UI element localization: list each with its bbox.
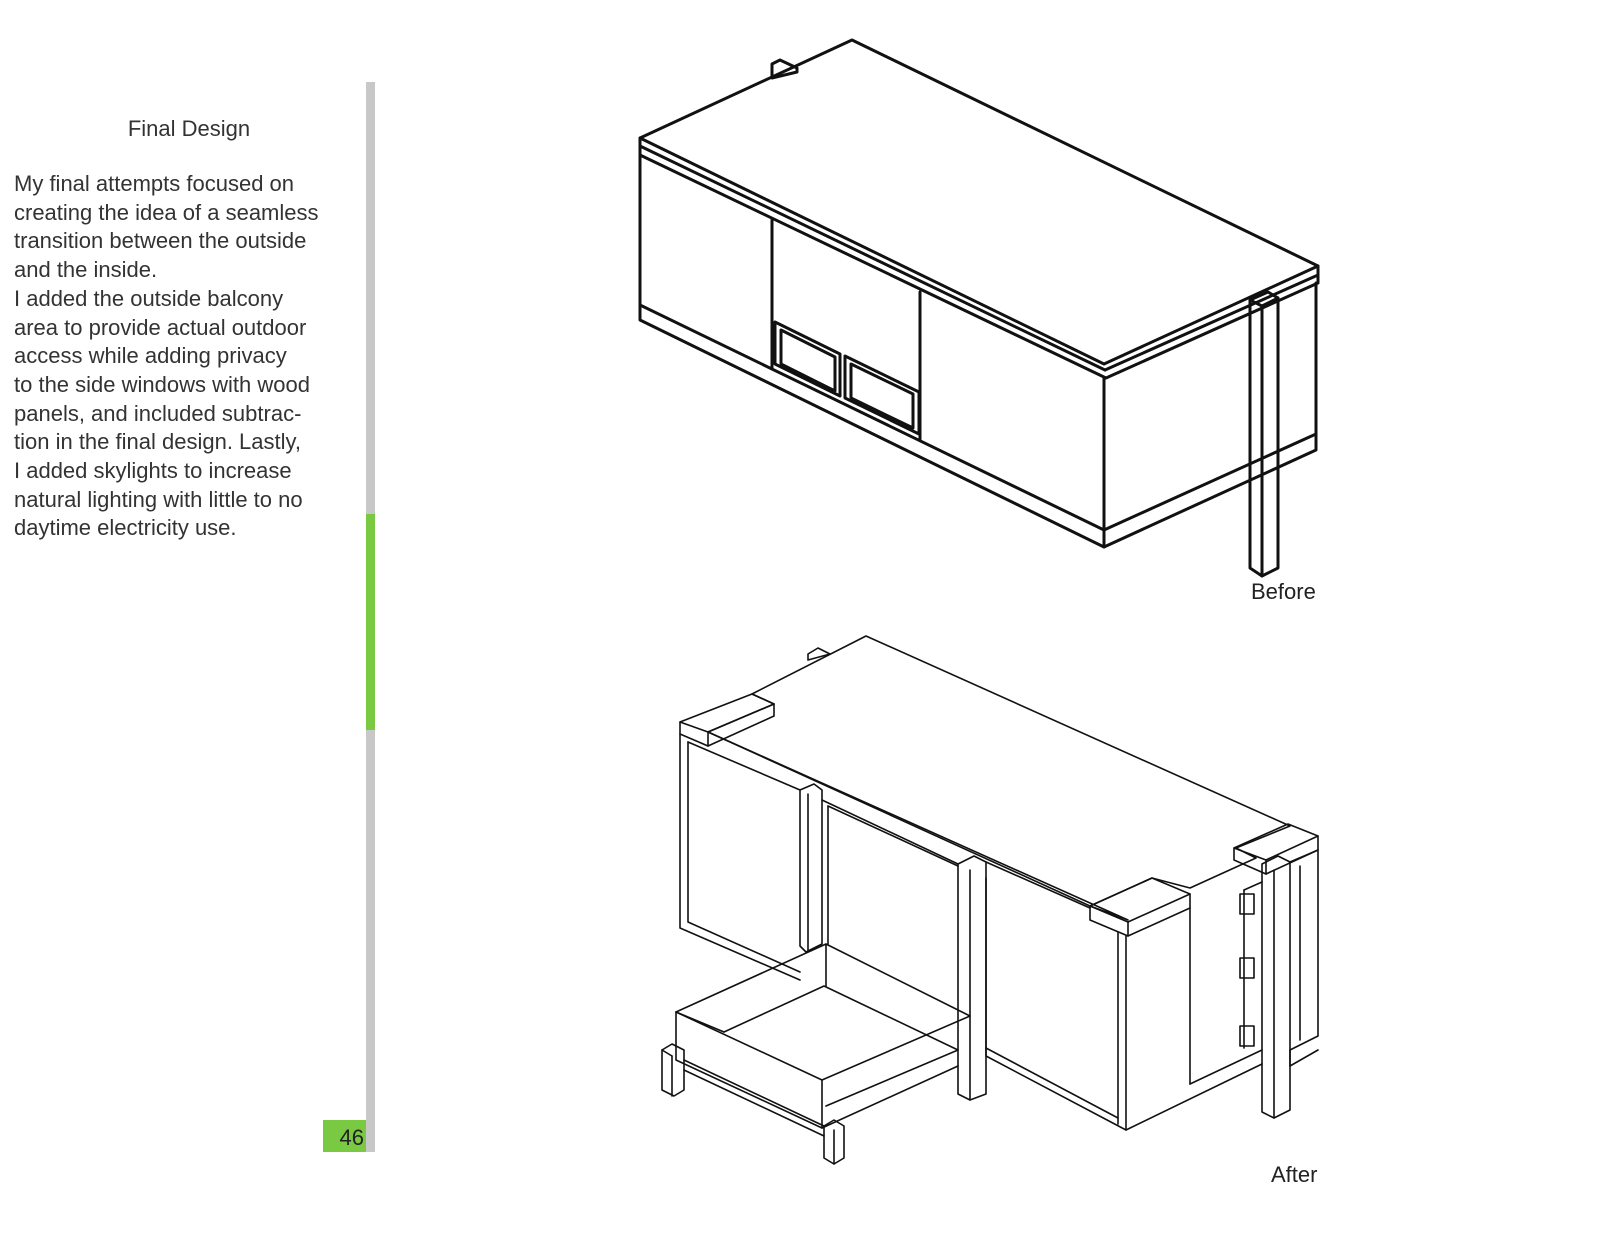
after-balcony [676,944,970,1080]
after-column-1 [800,784,822,952]
body-line: panels, and included subtrac- [14,400,302,426]
after-chimney [808,648,830,660]
after-roof [708,636,1290,920]
body-line: tion in the final design. Lastly, [14,429,301,455]
page-number: 46 [323,1120,366,1152]
body-line: to the side windows with wood [14,371,310,397]
after-center-wall [822,800,958,864]
after-left-wall [680,734,800,980]
page-heading: Final Design [127,116,251,141]
body-line: I added skylights to increase [14,458,292,484]
caption-after: After [1271,1162,1318,1187]
body-line: and the inside. [14,257,158,283]
after-column-2 [958,856,986,1100]
body-line: My final attempts focused on [14,171,295,196]
after-column-3 [1262,856,1290,1118]
body-line: natural lighting with little to no [14,486,303,512]
body-line: I added the outside balcony [14,285,284,311]
after-right-block [986,862,1090,908]
body-line: transition between the outside [14,228,307,254]
body-line: area to provide actual outdoor [14,314,307,340]
caption-before: Before [1251,579,1316,604]
body-line: creating the idea of a seamless [14,199,319,225]
after-skylight-left [680,694,774,732]
body-line: daytime electricity use. [14,515,237,541]
body-line: access while adding privacy [14,343,287,369]
